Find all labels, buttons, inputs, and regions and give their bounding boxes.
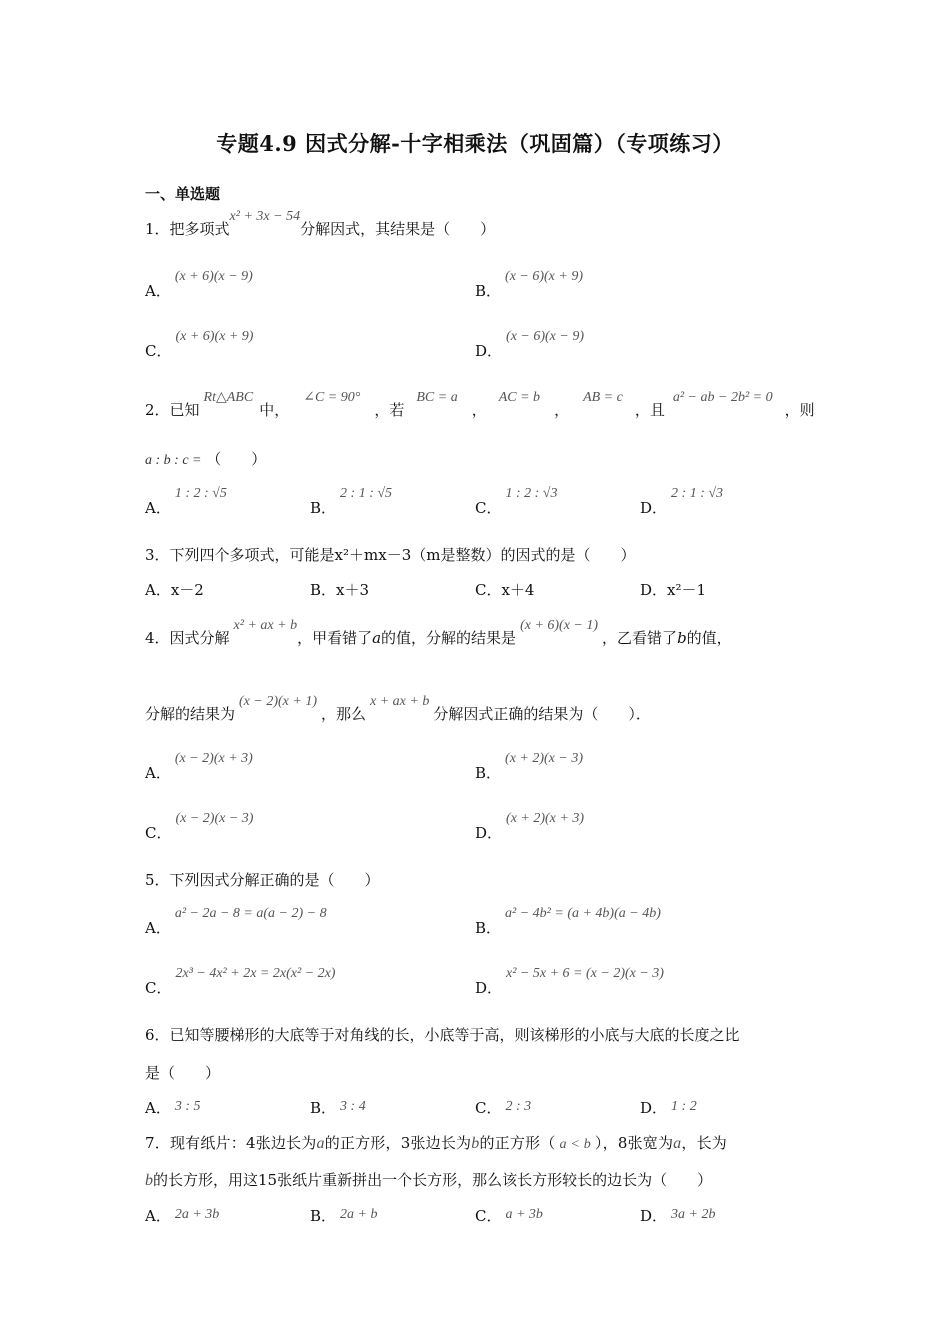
page-title: 专题4.9 因式分解-十字相乘法（巩固篇）（专项练习） — [216, 131, 734, 156]
q4-option-a[interactable]: A．(x − 2)(x + 3) — [145, 751, 253, 782]
q3-option-d[interactable]: D．x²－1 — [640, 581, 707, 599]
question-1: 1．把多项式x² + 3x − 54分解因式，其结果是（ ） — [145, 209, 496, 238]
question-7-line-2: b的长方形，用这15张纸片重新拼出一个长方形，那么该长方形较长的边长为（ ） — [145, 1171, 713, 1189]
question-6-line-2: 是（ ） — [145, 1064, 221, 1082]
question-2: 2．已知Rt△ABC中，∠C = 90°，若BC = a，AC = b，AB = c，且a² − ab − 2b² = 0，则 — [145, 390, 815, 419]
q6-option-c[interactable]: C． 2 : 3 — [475, 1099, 532, 1117]
q3-option-b[interactable]: B．x＋3 — [310, 581, 370, 599]
question-4-line-2: 分解的结果为(x − 2)(x + 1)，那么x + ax + b分解因式正确的结果为（ ）． — [145, 694, 651, 723]
q4-option-c[interactable]: C．(x − 2)(x − 3) — [145, 811, 254, 842]
question-7: 7．现有纸片：4张边长为a的正方形，3张边长为b的正方形（ a < b ），8张宽为a，长为 — [145, 1134, 727, 1152]
q3-option-a[interactable]: A．x－2 — [145, 581, 204, 599]
q1-option-a[interactable]: A．(x + 6)(x − 9) — [145, 269, 253, 300]
q3-option-c[interactable]: C．x＋4 — [475, 581, 535, 599]
q2-option-b[interactable]: B．2 : 1 : √5 — [310, 486, 393, 517]
q6-option-a[interactable]: A． 3 : 5 — [145, 1099, 201, 1117]
question-5: 5．下列因式分解正确的是（ ） — [145, 871, 380, 889]
q7-option-c[interactable]: C． a + 3b — [475, 1207, 543, 1225]
q1-option-d[interactable]: D．(x − 6)(x − 9) — [475, 329, 585, 360]
question-2-line-2: a : b : c = （ ） — [145, 450, 267, 468]
section-heading: 一、单选题 — [145, 185, 221, 203]
q2-option-c[interactable]: C．1 : 2 : √3 — [475, 486, 558, 517]
q4-option-b[interactable]: B．(x + 2)(x − 3) — [475, 751, 584, 782]
question-6: 6．已知等腰梯形的大底等于对角线的长，小底等于高，则该梯形的小底与大底的长度之比 — [145, 1026, 740, 1044]
q6-option-b[interactable]: B． 3 : 4 — [310, 1099, 366, 1117]
q7-option-a[interactable]: A． 2a + 3b — [145, 1207, 220, 1225]
q1-option-b[interactable]: B．(x − 6)(x + 9) — [475, 269, 584, 300]
question-3: 3．下列四个多项式，可能是x²＋mx－3（m是整数）的因式的是（ ） — [145, 546, 636, 564]
q5-option-a[interactable]: A．a² − 2a − 8 = a(a − 2) − 8 — [145, 906, 327, 937]
q2-option-d[interactable]: D．2 : 1 : √3 — [640, 486, 724, 517]
q1-expression: x² + 3x − 54 — [229, 209, 301, 224]
q7-option-d[interactable]: D． 3a + 2b — [640, 1207, 716, 1225]
q5-option-b[interactable]: B．a² − 4b² = (a + 4b)(a − 4b) — [475, 906, 661, 937]
question-4: 4．因式分解x² + ax + b，甲看错了a的值，分解的结果是(x + 6)(x − 1)，乙看错了b的值， — [145, 618, 732, 647]
q2-option-a[interactable]: A．1 : 2 : √5 — [145, 486, 227, 517]
q4-option-d[interactable]: D．(x + 2)(x + 3) — [475, 811, 585, 842]
q5-option-d[interactable]: D．x² − 5x + 6 = (x − 2)(x − 3) — [475, 966, 664, 997]
q1-option-c[interactable]: C．(x + 6)(x + 9) — [145, 329, 254, 360]
q6-option-d[interactable]: D． 1 : 2 — [640, 1099, 697, 1117]
q5-option-c[interactable]: C．2x³ − 4x² + 2x = 2x(x² − 2x) — [145, 966, 336, 997]
q7-option-b[interactable]: B． 2a + b — [310, 1207, 378, 1225]
